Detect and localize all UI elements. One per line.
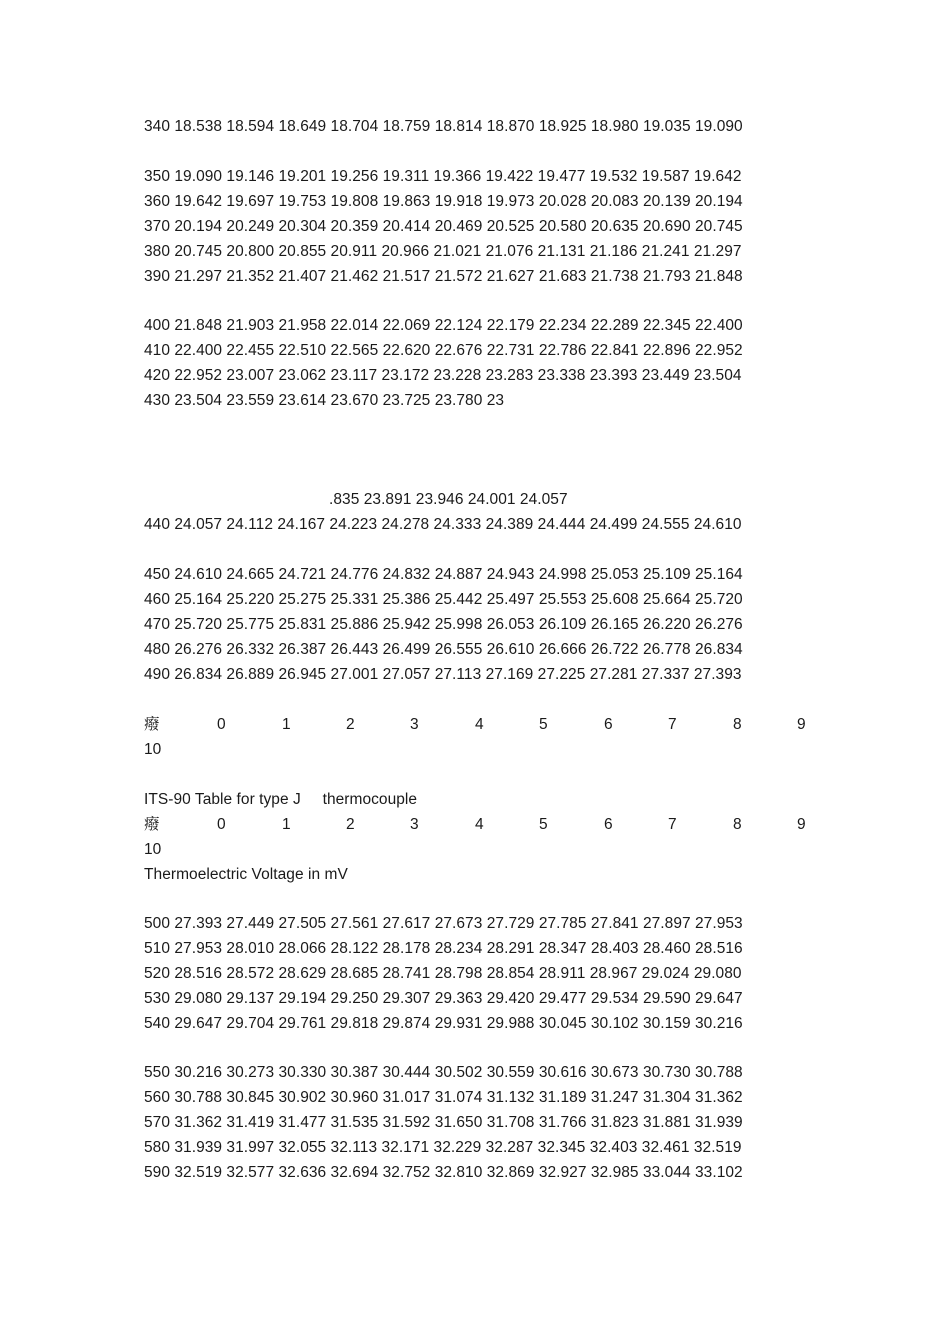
table-row: 570 31.362 31.419 31.477 31.535 31.592 31.650 31.708 31.766 31.823 31.881 31.939 xyxy=(144,1114,743,1131)
column-header-digit: 1 xyxy=(282,716,291,733)
column-header-digit: 8 xyxy=(733,716,742,733)
column-header-lead: 癈 xyxy=(144,716,160,733)
table-row: 370 20.194 20.249 20.304 20.359 20.414 20.469 20.525 20.580 20.635 20.690 20.745 xyxy=(144,218,743,235)
table-row: 420 22.952 23.007 23.062 23.117 23.172 23.228 23.283 23.338 23.393 23.449 23.504 xyxy=(144,367,742,384)
table-row: 470 25.720 25.775 25.831 25.886 25.942 25.998 26.053 26.109 26.165 26.220 26.276 xyxy=(144,616,743,633)
table-row: 500 27.393 27.449 27.505 27.561 27.617 27.673 27.729 27.785 27.841 27.897 27.953 xyxy=(144,915,743,932)
table-subtitle: Thermoelectric Voltage in mV xyxy=(144,866,348,883)
column-header-digit: 3 xyxy=(410,816,419,833)
column-header-digit: 6 xyxy=(604,716,613,733)
column-header-digit: 7 xyxy=(668,716,677,733)
table-row: 560 30.788 30.845 30.902 30.960 31.017 31.074 31.132 31.189 31.247 31.304 31.362 xyxy=(144,1089,743,1106)
column-header-digit: 4 xyxy=(475,716,484,733)
column-header-digit: 5 xyxy=(539,716,548,733)
column-header-digit: 9 xyxy=(797,816,806,833)
table-row-continuation: .835 23.891 23.946 24.001 24.057 xyxy=(329,491,568,508)
table-row: 510 27.953 28.010 28.066 28.122 28.178 28.234 28.291 28.347 28.403 28.460 28.516 xyxy=(144,940,743,957)
table-row: 490 26.834 26.889 26.945 27.001 27.057 27.113 27.169 27.225 27.281 27.337 27.393 xyxy=(144,666,742,683)
table-row: 520 28.516 28.572 28.629 28.685 28.741 28.798 28.854 28.911 28.967 29.024 29.080 xyxy=(144,965,742,982)
column-header-digit: 6 xyxy=(604,816,613,833)
column-header-digit: 2 xyxy=(346,816,355,833)
table-row: 380 20.745 20.800 20.855 20.911 20.966 21.021 21.076 21.131 21.186 21.241 21.297 xyxy=(144,243,742,260)
table-row: 340 18.538 18.594 18.649 18.704 18.759 18.814 18.870 18.925 18.980 19.035 19.090 xyxy=(144,118,743,135)
column-header-digit: 0 xyxy=(217,816,226,833)
table-row: 350 19.090 19.146 19.201 19.256 19.311 19.366 19.422 19.477 19.532 19.587 19.642 xyxy=(144,168,742,185)
column-header-digit: 9 xyxy=(797,716,806,733)
column-header-digit: 2 xyxy=(346,716,355,733)
column-header-digit: 5 xyxy=(539,816,548,833)
table-row: 580 31.939 31.997 32.055 32.113 32.171 32.229 32.287 32.345 32.403 32.461 32.519 xyxy=(144,1139,742,1156)
column-header-tail: 10 xyxy=(144,741,162,758)
column-header-digit: 4 xyxy=(475,816,484,833)
table-row: 480 26.276 26.332 26.387 26.443 26.499 26.555 26.610 26.666 26.722 26.778 26.834 xyxy=(144,641,743,658)
column-header-digit: 3 xyxy=(410,716,419,733)
table-row: 590 32.519 32.577 32.636 32.694 32.752 32.810 32.869 32.927 32.985 33.044 33.102 xyxy=(144,1164,743,1181)
table-row: 530 29.080 29.137 29.194 29.250 29.307 29.363 29.420 29.477 29.534 29.590 29.647 xyxy=(144,990,743,1007)
table-row: 550 30.216 30.273 30.330 30.387 30.444 30.502 30.559 30.616 30.673 30.730 30.788 xyxy=(144,1064,743,1081)
column-header xyxy=(144,715,824,735)
table-row: 410 22.400 22.455 22.510 22.565 22.620 22.676 22.731 22.786 22.841 22.896 22.952 xyxy=(144,342,743,359)
table-row: 460 25.164 25.220 25.275 25.331 25.386 25.442 25.497 25.553 25.608 25.664 25.720 xyxy=(144,591,743,608)
column-header xyxy=(144,815,824,835)
table-row: 390 21.297 21.352 21.407 21.462 21.517 21.572 21.627 21.683 21.738 21.793 21.848 xyxy=(144,268,743,285)
column-header-lead: 癈 xyxy=(144,816,160,833)
column-header-tail: 10 xyxy=(144,841,162,858)
table-row: 440 24.057 24.112 24.167 24.223 24.278 24.333 24.389 24.444 24.499 24.555 24.610 xyxy=(144,516,742,533)
column-header-digit: 8 xyxy=(733,816,742,833)
table-row: 540 29.647 29.704 29.761 29.818 29.874 29.931 29.988 30.045 30.102 30.159 30.216 xyxy=(144,1015,743,1032)
column-header-digit: 0 xyxy=(217,716,226,733)
table-row: 450 24.610 24.665 24.721 24.776 24.832 24.887 24.943 24.998 25.053 25.109 25.164 xyxy=(144,566,743,583)
table-row: 400 21.848 21.903 21.958 22.014 22.069 22.124 22.179 22.234 22.289 22.345 22.400 xyxy=(144,317,743,334)
table-row: 360 19.642 19.697 19.753 19.808 19.863 19.918 19.973 20.028 20.083 20.139 20.194 xyxy=(144,193,743,210)
column-header-digit: 7 xyxy=(668,816,677,833)
table-row: 430 23.504 23.559 23.614 23.670 23.725 23.780 23 xyxy=(144,392,505,409)
table-title: ITS-90 Table for type J thermocouple xyxy=(144,791,418,808)
column-header-digit: 1 xyxy=(282,816,291,833)
